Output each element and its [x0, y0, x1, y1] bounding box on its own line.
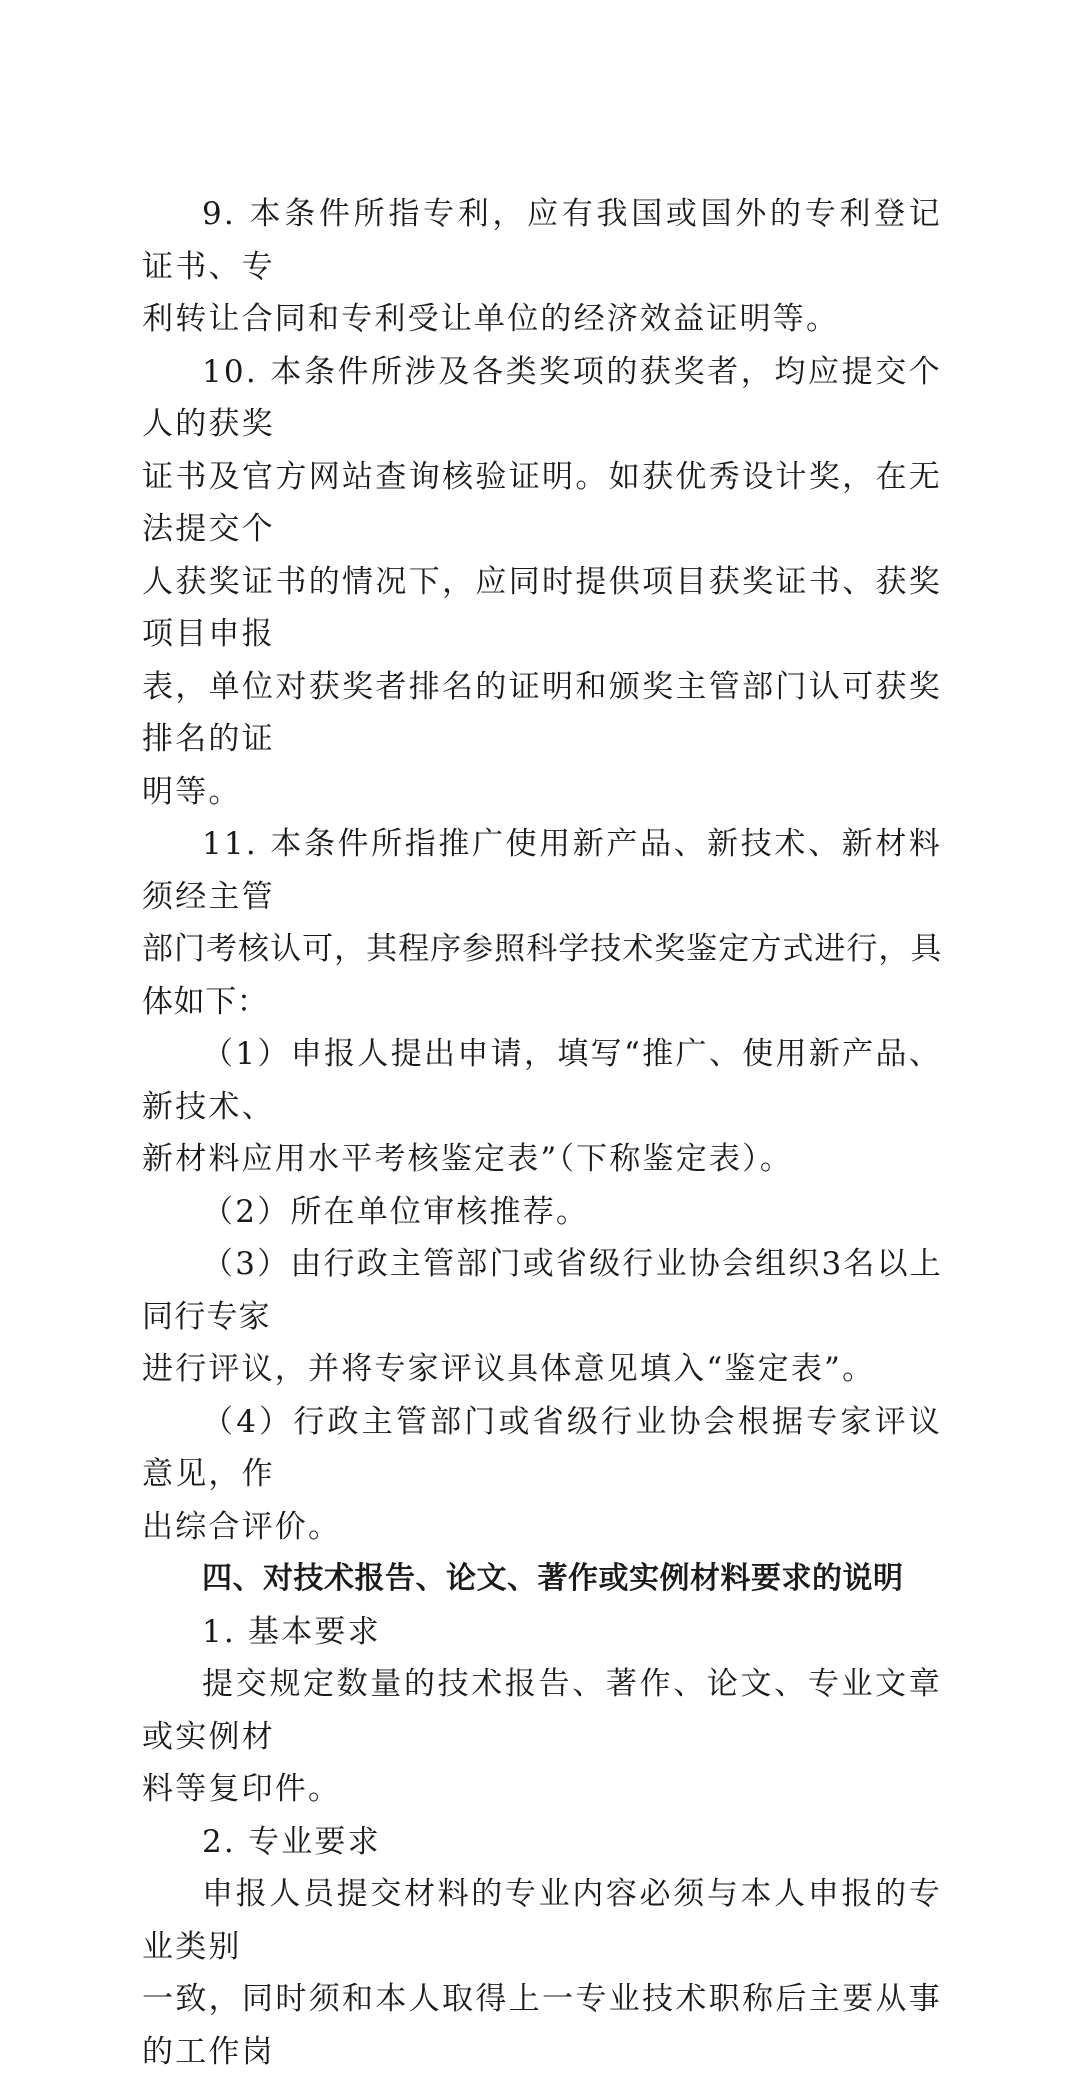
text-line: 料等复印件。 [142, 1771, 342, 1807]
text-line: 表，单位对获奖者排名的证明和颁奖主管部门认可获奖排名的证 [142, 668, 942, 757]
document-body [142, 188, 942, 2078]
sub-step-4 [142, 1396, 942, 1554]
sub-step-2 [142, 1186, 942, 1239]
text-line: 2. 专业要求 [202, 1823, 381, 1860]
section-heading [142, 1553, 942, 1606]
text-line: 提交规定数量的技术报告、著作、论文、专业文章或实例材 [142, 1666, 942, 1755]
text-line: 利转让合同和专利受让单位的经济效益证明等。 [142, 301, 840, 337]
text-line: 出综合评价。 [142, 1508, 342, 1545]
text-line: 部门考核认可，其程序参照科学技术奖鉴定方式进行，具体如下： [142, 931, 942, 1020]
text-line: 1. 基本要求 [202, 1613, 381, 1650]
text-line: 明等。 [142, 773, 242, 810]
paragraph-item-10 [142, 346, 942, 819]
requirement-title-2 [142, 1816, 942, 1869]
text-line: 申报人员提交材料的专业内容必须与本人申报的专业类别 [142, 1876, 942, 1965]
heading-text: 四、对技术报告、论文、著作或实例材料要求的说明 [202, 1561, 904, 1596]
text-line: 进行评议，并将专家评议具体意见填入“鉴定表”。 [142, 1351, 876, 1387]
paragraph-item-9 [142, 188, 942, 346]
text-line: 证书及官方网站查询核验证明。如获优秀设计奖，在无法提交个 [142, 458, 942, 547]
sub-step-3 [142, 1238, 942, 1396]
requirement-title-1 [142, 1606, 942, 1659]
text-line: 人获奖证书的情况下，应同时提供项目获奖证书、获奖项目申报 [142, 563, 942, 652]
sub-step-1 [142, 1028, 942, 1186]
text-line: （4）行政主管部门或省级行业协会根据专家评议意见，作 [142, 1403, 942, 1492]
requirement-text-2 [142, 1868, 942, 2078]
text-line: （1）申报人提出申请，填写“推广、使用新产品、新技术、 [142, 1036, 942, 1125]
text-line: 一致，同时须和本人取得上一专业技术职称后主要从事的工作岗 [142, 1981, 942, 2070]
text-line: 10. 本条件所涉及各类奖项的获奖者，均应提交个人的获奖 [142, 353, 942, 442]
paragraph-item-11 [142, 818, 942, 1028]
text-line: 11. 本条件所指推广使用新产品、新技术、新材料须经主管 [142, 826, 942, 915]
text-line: （2）所在单位审核推荐。 [202, 1193, 590, 1230]
requirement-text-1 [142, 1658, 942, 1816]
text-line: 9. 本条件所指专利，应有我国或国外的专利登记证书、专 [142, 196, 942, 285]
text-line: （3）由行政主管部门或省级行业协会组织3名以上同行专家 [142, 1246, 942, 1335]
text-line: 新材料应用水平考核鉴定表”（下称鉴定表）。 [142, 1141, 794, 1177]
